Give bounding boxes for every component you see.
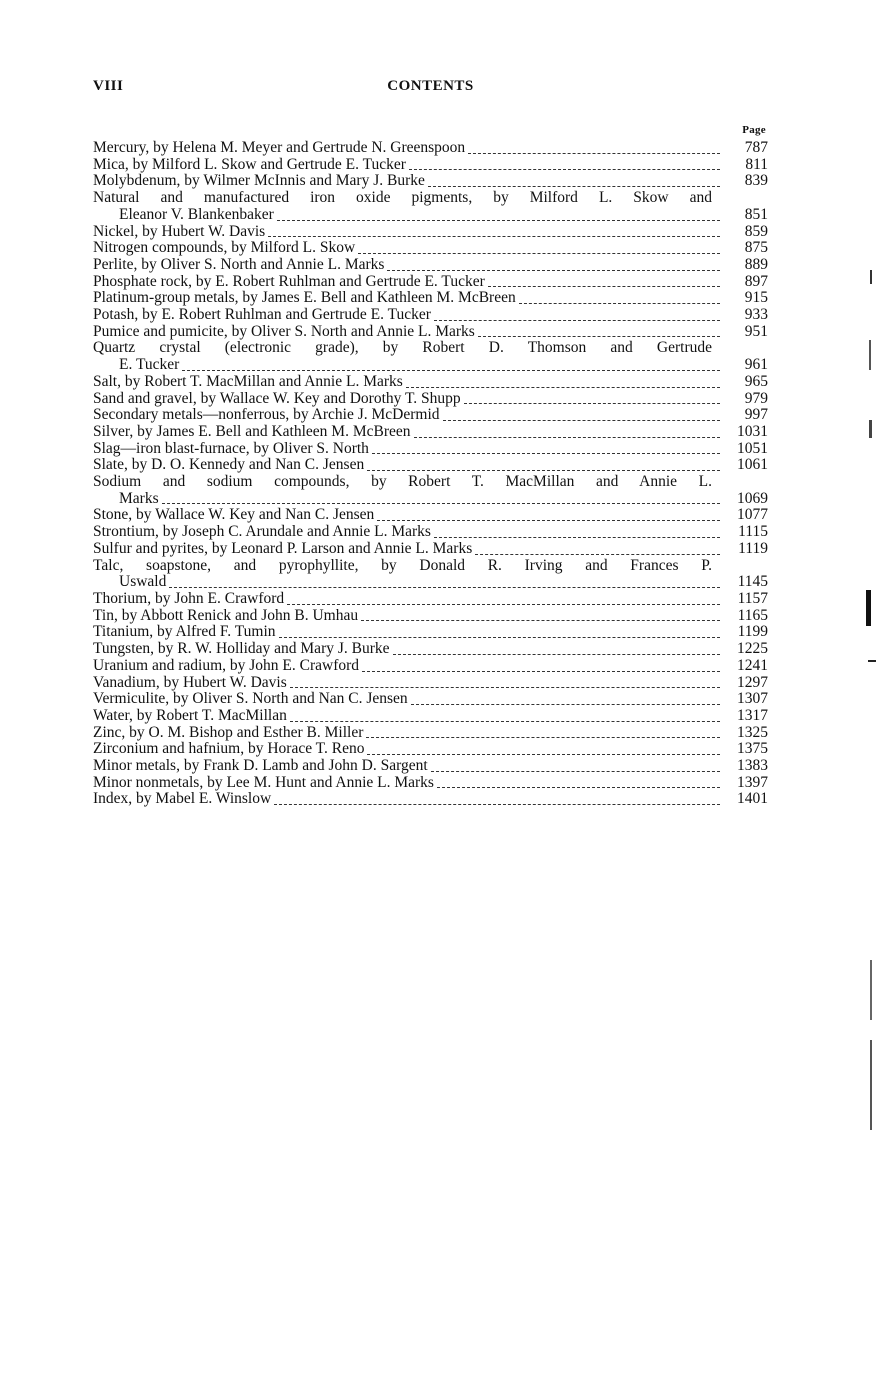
contents-entry <box>93 708 768 725</box>
dot-leader <box>406 386 720 388</box>
dot-leader <box>434 536 720 538</box>
dot-leader <box>488 285 720 287</box>
contents-entry <box>93 591 768 608</box>
contents-entry <box>93 558 768 591</box>
entry-title: Silver, by James E. Bell and Kathleen M. McBreen <box>93 422 411 440</box>
entry-title: Zinc, by O. M. Bishop and Esther B. Miller <box>93 723 364 741</box>
dot-leader <box>287 603 720 605</box>
entry-title: Nitrogen compounds, by Milford L. Skow <box>93 239 356 257</box>
contents-entry <box>93 324 768 341</box>
contents-entry <box>93 307 768 324</box>
contents-entry <box>93 741 768 758</box>
entry-page-number: 1069 <box>737 489 768 507</box>
contents-entry <box>93 658 768 675</box>
entry-title: Sulfur and pyrites, by Leonard P. Larson and Annie L. Marks <box>93 539 473 557</box>
entry-page-number: 1157 <box>737 589 768 607</box>
entry-title: Pumice and pumicite, by Oliver S. North and Annie L. Marks <box>93 322 475 340</box>
contents-entry <box>93 424 768 441</box>
dot-leader <box>361 619 720 621</box>
entry-page-number: 1061 <box>737 456 768 474</box>
contents-entry <box>93 391 768 408</box>
contents-entry <box>93 274 768 291</box>
dot-leader <box>428 185 720 187</box>
entry-page-number: 1225 <box>737 640 768 658</box>
contents-entry <box>93 340 768 373</box>
contents-entry <box>93 290 768 307</box>
dot-leader <box>290 686 720 688</box>
entry-page-number: 979 <box>744 389 768 407</box>
entry-page-number: 1199 <box>737 623 768 641</box>
dot-leader <box>411 703 720 705</box>
contents-entry <box>93 407 768 424</box>
contents-entry <box>93 240 768 257</box>
entry-title: Marks <box>119 489 159 507</box>
entry-title: Tin, by Abbott Renick and John B. Umhau <box>93 606 359 624</box>
contents-entry <box>93 624 768 641</box>
entry-page-number: 787 <box>744 139 768 156</box>
entry-page-number: 1241 <box>737 656 768 674</box>
entry-page-number: 1317 <box>737 706 768 724</box>
entry-title: Sand and gravel, by Wallace W. Key and Dorothy T. Shupp <box>93 389 461 407</box>
entry-title: Zirconium and hafnium, by Horace T. Reno <box>93 740 365 758</box>
dot-leader <box>358 252 720 254</box>
entry-page-number: 1307 <box>737 690 768 708</box>
dot-leader <box>431 770 720 772</box>
contents-entry <box>93 507 768 524</box>
entry-title: Vanadium, by Hubert W. Davis <box>93 673 287 691</box>
dot-leader <box>277 219 720 221</box>
entry-page-number: 839 <box>744 172 768 190</box>
entry-page-number: 1165 <box>737 606 768 624</box>
dot-leader <box>387 269 720 271</box>
dot-leader <box>279 636 720 638</box>
dot-leader <box>393 653 720 655</box>
dot-leader <box>162 502 720 504</box>
dot-leader <box>268 235 720 237</box>
contents-entry <box>93 474 768 507</box>
entry-title: Salt, by Robert T. MacMillan and Annie L. Marks <box>93 372 403 390</box>
entry-page-number: 1051 <box>737 439 768 457</box>
contents-entry <box>93 541 768 558</box>
entry-page-number: 851 <box>744 205 768 223</box>
entry-title: Perlite, by Oliver S. North and Annie L. Marks <box>93 255 385 273</box>
entry-page-number: 951 <box>744 322 768 340</box>
dot-leader <box>367 469 720 471</box>
entry-title: Tungsten, by R. W. Holliday and Mary J. Burke <box>93 640 390 658</box>
entry-page-number: 1375 <box>737 740 768 758</box>
entry-page-number: 1031 <box>737 422 768 440</box>
entry-page-number: 1119 <box>738 539 768 557</box>
contents-entry <box>93 457 768 474</box>
contents-entry <box>93 224 768 241</box>
entry-title: Minor metals, by Frank D. Lamb and John D. Sargent <box>93 757 428 775</box>
entry-page-number: 965 <box>744 372 768 390</box>
entry-page-number: 1077 <box>737 506 768 524</box>
contents-entry <box>93 608 768 625</box>
entry-title: Secondary metals—nonferrous, by Archie J. McDermid <box>93 406 440 424</box>
entry-page-number: 915 <box>744 289 768 307</box>
contents-entry <box>93 257 768 274</box>
entry-title: Uswald <box>119 573 167 591</box>
entry-page-number: 997 <box>744 406 768 424</box>
entry-title: Index, by Mabel E. Winslow <box>93 790 272 808</box>
dot-leader <box>519 302 720 304</box>
contents-page <box>93 76 768 808</box>
entry-title: Mica, by Milford L. Skow and Gertrude E. Tucker <box>93 155 406 173</box>
scan-edge-marks <box>860 0 880 1379</box>
dot-leader <box>366 736 720 738</box>
page-column-header <box>93 120 768 140</box>
dot-leader <box>367 753 720 755</box>
entry-page-number: 859 <box>744 222 768 240</box>
page-folio: VIII <box>93 78 124 94</box>
entry-title: Platinum-group metals, by James E. Bell and Kathleen M. McBreen <box>93 289 516 307</box>
entry-title: Slate, by D. O. Kennedy and Nan C. Jensen <box>93 456 365 474</box>
page-header <box>93 76 768 102</box>
entry-page-number: 897 <box>744 272 768 290</box>
entry-page-number: 961 <box>744 356 768 374</box>
dot-leader <box>169 586 720 588</box>
entry-page-number: 811 <box>745 155 768 173</box>
entry-page-number: 875 <box>744 239 768 257</box>
dot-leader <box>414 436 721 438</box>
entry-title: Mercury, by Helena M. Meyer and Gertrude N. Greenspoon <box>93 139 466 156</box>
entry-page-number: 1297 <box>737 673 768 691</box>
entry-title: Thorium, by John E. Crawford <box>93 589 285 607</box>
dot-leader <box>434 319 720 321</box>
dot-leader <box>290 720 720 722</box>
dot-leader <box>274 803 720 805</box>
dot-leader <box>475 553 720 555</box>
contents-entry <box>93 524 768 541</box>
dot-leader <box>409 168 720 170</box>
entry-title: Water, by Robert T. MacMillan <box>93 706 287 724</box>
entry-title: Nickel, by Hubert W. Davis <box>93 222 266 240</box>
entry-page-number: 1397 <box>737 773 768 791</box>
contents-entry <box>93 374 768 391</box>
entry-title: Titanium, by Alfred F. Tumin <box>93 623 276 641</box>
contents-entry <box>93 140 768 157</box>
contents-entry <box>93 775 768 792</box>
entry-page-number: 889 <box>744 255 768 273</box>
entry-title: Slag—iron blast-furnace, by Oliver S. North <box>93 439 369 457</box>
contents-entry <box>93 157 768 174</box>
contents-list <box>93 140 768 808</box>
contents-entry <box>93 441 768 458</box>
entry-title: Strontium, by Joseph C. Arundale and Annie L. Marks <box>93 523 431 541</box>
entry-title: Molybdenum, by Wilmer McInnis and Mary J. Burke <box>93 172 425 190</box>
entry-page-number: 1383 <box>737 757 768 775</box>
entry-title: Eleanor V. Blankenbaker <box>119 205 274 223</box>
entry-title: Uranium and radium, by John E. Crawford <box>93 656 360 674</box>
entry-title: Minor nonmetals, by Lee M. Hunt and Annie L. Marks <box>93 773 434 791</box>
entry-page-number: 1115 <box>738 523 768 541</box>
contents-entry <box>93 173 768 190</box>
dot-leader <box>478 335 720 337</box>
entry-title-first-line: Quartz crystal (electronic grade), by Robert D. Thomson and Gertrude <box>93 339 712 357</box>
entry-title-first-line: Sodium and sodium compounds, by Robert T. MacMillan and Annie L. <box>93 473 712 491</box>
entry-page-number: 933 <box>744 306 768 324</box>
entry-title: Vermiculite, by Oliver S. North and Nan C. Jensen <box>93 690 408 708</box>
contents-entry <box>93 791 768 808</box>
entry-title: Stone, by Wallace W. Key and Nan C. Jensen <box>93 506 375 524</box>
entry-title-first-line: Natural and manufactured iron oxide pigments, by Milford L. Skow and <box>93 189 712 207</box>
entry-page-number: 1401 <box>737 790 768 808</box>
page-column-label: Page <box>742 124 766 136</box>
dot-leader <box>468 152 720 154</box>
dot-leader <box>362 670 720 672</box>
contents-entry <box>93 675 768 692</box>
entry-page-number: 1145 <box>737 573 768 591</box>
dot-leader <box>443 419 720 421</box>
contents-entry <box>93 641 768 658</box>
dot-leader <box>437 786 720 788</box>
contents-entry <box>93 691 768 708</box>
contents-entry <box>93 190 768 223</box>
dot-leader <box>182 369 720 371</box>
dot-leader <box>464 402 720 404</box>
dot-leader <box>372 452 720 454</box>
entry-title: E. Tucker <box>119 356 180 374</box>
entry-title: Potash, by E. Robert Ruhlman and Gertrude E. Tucker <box>93 306 431 324</box>
contents-entry <box>93 725 768 742</box>
page-title: CONTENTS <box>387 78 474 94</box>
contents-entry <box>93 758 768 775</box>
entry-page-number: 1325 <box>737 723 768 741</box>
dot-leader <box>377 519 720 521</box>
entry-title-first-line: Talc, soapstone, and pyrophyllite, by Donald R. Irving and Frances P. <box>93 556 712 574</box>
entry-title: Phosphate rock, by E. Robert Ruhlman and Gertrude E. Tucker <box>93 272 485 290</box>
